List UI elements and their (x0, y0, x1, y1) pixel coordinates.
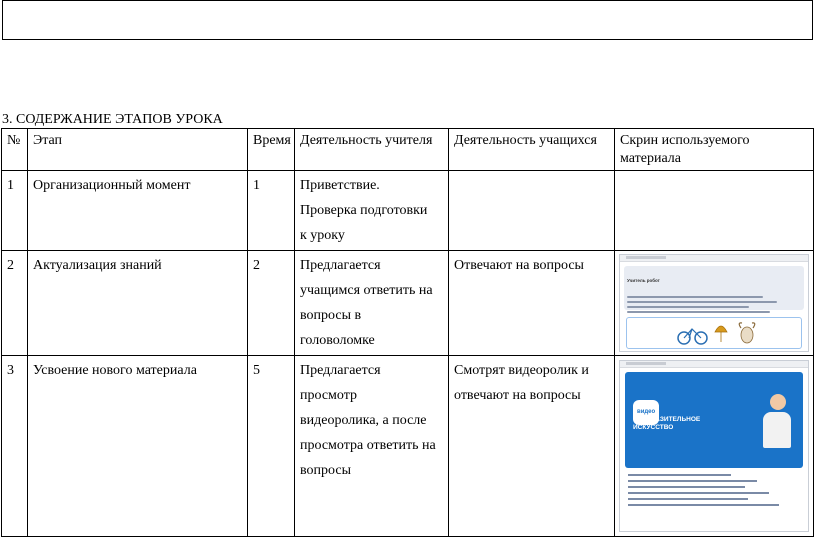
teacher-line: учащимся ответить на (300, 283, 433, 298)
browser-tab (626, 362, 666, 365)
goat-icon (741, 327, 753, 343)
row-student-activity (449, 171, 615, 251)
question-line (628, 492, 769, 494)
chat-message (624, 266, 804, 310)
row-teacher-activity (295, 356, 449, 537)
row-time: 5 (248, 356, 295, 537)
text-line (627, 301, 777, 303)
text-line (627, 311, 770, 313)
video-screenshot-image (619, 360, 809, 532)
question-line (628, 474, 731, 476)
section-heading: 3. СОДЕРЖАНИЕ ЭТАПОВ УРОКА (2, 112, 223, 127)
teacher-line: просмотра ответить на (300, 438, 436, 453)
header-screen: Скрин используемого материала (615, 129, 814, 171)
question-line (628, 480, 757, 482)
video-title: ИЗОБРАЗИТЕЛЬНОЕ ИСКУССТВО (633, 416, 701, 431)
bicycle-frame-icon (684, 329, 701, 338)
video-badge: видео (633, 400, 659, 425)
header-num: № (2, 129, 28, 171)
table-row (2, 251, 814, 356)
row-time: 1 (248, 171, 295, 251)
browser-tab (626, 256, 666, 259)
row-time: 2 (248, 251, 295, 356)
video-card (625, 372, 803, 468)
row-screenshot (615, 251, 814, 356)
header-stage: Этап (28, 129, 248, 171)
presenter-icon (763, 394, 793, 456)
header-students: Деятельность учащихся (449, 129, 615, 171)
puzzle-pictures-icon (627, 318, 801, 348)
header-frame (2, 0, 813, 40)
row-screenshot (615, 171, 814, 251)
table-row (2, 171, 814, 251)
table-row (2, 356, 814, 537)
text-line (627, 306, 749, 308)
student-line: Смотрят видеоролик и (454, 363, 589, 378)
row-num: 2 (2, 251, 28, 356)
presenter-head-icon (770, 394, 786, 410)
row-num: 3 (2, 356, 28, 537)
lesson-stages-table (1, 128, 814, 537)
teacher-line: Проверка подготовки (300, 203, 428, 218)
row-teacher-activity (295, 251, 449, 356)
teacher-line: вопросы в (300, 308, 362, 323)
question-line (628, 486, 745, 488)
browser-bar (620, 361, 808, 368)
row-num: 1 (2, 171, 28, 251)
teacher-line: Предлагается (300, 363, 381, 378)
row-stage: Организационный момент (28, 171, 248, 251)
teacher-line: головоломке (300, 333, 375, 348)
text-line (627, 296, 763, 298)
question-line (628, 504, 779, 506)
row-student-activity (449, 251, 615, 356)
student-line: Отвечают на вопросы (454, 258, 584, 273)
row-stage: Усвоение нового материала (28, 356, 248, 537)
teacher-line: к уроку (300, 228, 345, 243)
browser-bar (620, 255, 808, 262)
student-line: отвечают на вопросы (454, 388, 581, 403)
row-screenshot (615, 356, 814, 537)
question-list (628, 474, 800, 506)
question-line (628, 498, 748, 500)
header-teacher: Деятельность учителя (295, 129, 449, 171)
tree-icon (715, 326, 727, 342)
table-header-row (2, 129, 814, 171)
row-student-activity (449, 356, 615, 537)
teacher-line: вопросы (300, 463, 351, 478)
row-teacher-activity (295, 171, 449, 251)
teacher-line: видеоролика, а после (300, 413, 427, 428)
header-time: Время (248, 129, 295, 171)
teacher-line: Предлагается (300, 258, 381, 273)
chat-bot-label: Учитель робот (627, 278, 660, 283)
puzzle-box (626, 317, 802, 349)
teacher-line: Приветствие. (300, 178, 380, 193)
teacher-line: просмотр (300, 388, 358, 403)
presenter-body-icon (763, 412, 791, 448)
chat-screenshot-image (619, 254, 809, 352)
row-stage: Актуализация знаний (28, 251, 248, 356)
